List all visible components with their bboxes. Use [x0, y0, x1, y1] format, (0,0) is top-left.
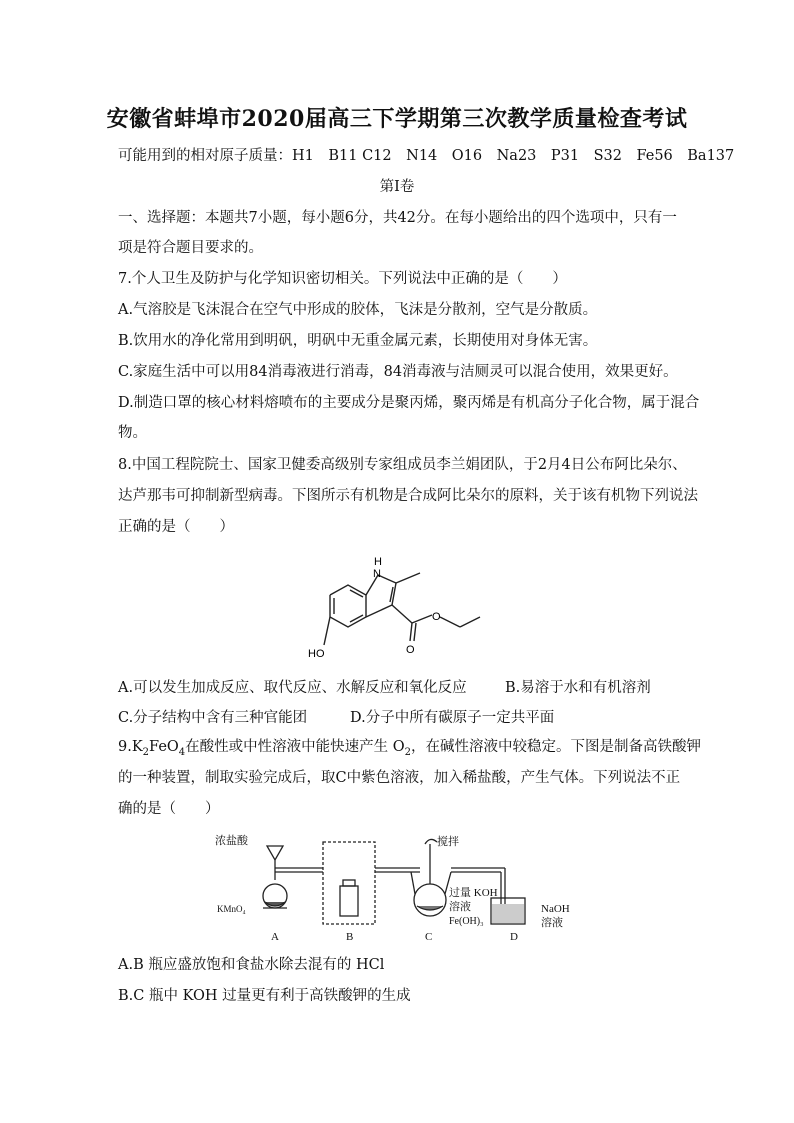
excess-koh-label: 过量 KOH [449, 887, 498, 899]
q9-stem-line2: 的一种装置，制取实验完成后，取C中紫色溶液，加入稀盐酸，产生气体。下列说法不正 [118, 770, 681, 786]
q8-option-b: B.易溶于水和有机溶剂 [505, 680, 651, 696]
q9-option-a: A.B 瓶应盛放饱和食盐水除去混有的 HCl [118, 957, 385, 973]
q8-option-c: C.分子结构中含有三种官能团 [118, 710, 308, 726]
q8-stem-line2: 达芦那韦可抑制新型病毒。下图所示有机物是合成阿比朵尔的原料，关于该有机物下列说法 [118, 488, 698, 504]
ho-label: HO [308, 648, 325, 660]
label-b: B [346, 931, 354, 943]
q7-option-c: C.家庭生活中可以用84消毒液进行消毒，84消毒液与洁厕灵可以混合使用，效果更好。 [118, 364, 678, 380]
naoh-solution-label: 溶液 [541, 917, 563, 929]
q7-option-b: B.饮用水的净化常用到明矾，明矾中无重金属元素，长期使用对身体无害。 [118, 333, 598, 349]
carbonyl-o-label: O [406, 644, 415, 656]
label-c: C [425, 931, 433, 943]
apparatus-figure [215, 832, 595, 947]
q7-option-d-line1: D.制造口罩的核心材料熔喷布的主要成分是聚丙烯，聚丙烯是有机高分子化合物，属于混合 [118, 395, 700, 411]
label-a: A [271, 931, 279, 943]
nh-h-label: H [374, 556, 382, 568]
q9-stem-line1: $9.K_2FeO_4$在酸性或中性溶液中能快速产生 $O_2$，在碱性溶液中较稳定。下图是制备高铁酸钾 [118, 739, 702, 758]
atomic-masses: 可能用到的相对原子质量：H1 B11 C12 N14 O16 Na23 P31 S32 Fe56 Ba137 [118, 148, 735, 164]
solution-label: 溶液 [449, 901, 471, 913]
q8-stem-line3: 正确的是（ ） [118, 519, 234, 535]
page-title: 安徽省蚌埠市2020届高三下学期第三次教学质量检查考试 [106, 106, 688, 132]
q9-option-b: B.C 瓶中 KOH 过量更有利于高铁酸钾的生成 [118, 988, 411, 1004]
stir-label: 搅拌 [437, 836, 459, 848]
q9-stem-line3: 确的是（ ） [118, 801, 220, 817]
q7-stem: 7.个人卫生及防护与化学知识密切相关。下列说法中正确的是（ ） [118, 271, 567, 287]
naoh-label: NaOH [541, 903, 570, 915]
q7-option-d-line2: 物。 [118, 425, 147, 441]
q7-option-a: A.气溶胶是飞沫混合在空气中形成的胶体，飞沫是分散剂，空气是分散质。 [118, 302, 598, 318]
feoh3-label: Fe(OH)₃ [449, 916, 484, 927]
n-label: N [373, 568, 381, 580]
kmno4-label: KMnO₄ [217, 904, 246, 914]
q8-option-d: D.分子中所有碳原子一定共平面 [350, 710, 555, 726]
ester-o-label: O [432, 611, 441, 623]
indole-structure-figure [300, 545, 500, 665]
section-instructions-1: 一、选择题：本题共7小题，每小题6分，共42分。在每小题给出的四个选项中，只有一 [118, 210, 677, 226]
volume-heading: 第Ⅰ卷 [379, 179, 415, 195]
label-d: D [510, 931, 518, 943]
section-instructions-2: 项是符合题目要求的。 [118, 240, 263, 256]
conc-hcl-label: 浓盐酸 [215, 835, 248, 847]
q8-stem-line1: 8.中国工程院院士、国家卫健委高级别专家组成员李兰娟团队，于2月4日公布阿比朵尔、 [118, 457, 687, 473]
q8-option-a: A.可以发生加成反应、取代反应、水解反应和氧化反应 [118, 680, 467, 696]
